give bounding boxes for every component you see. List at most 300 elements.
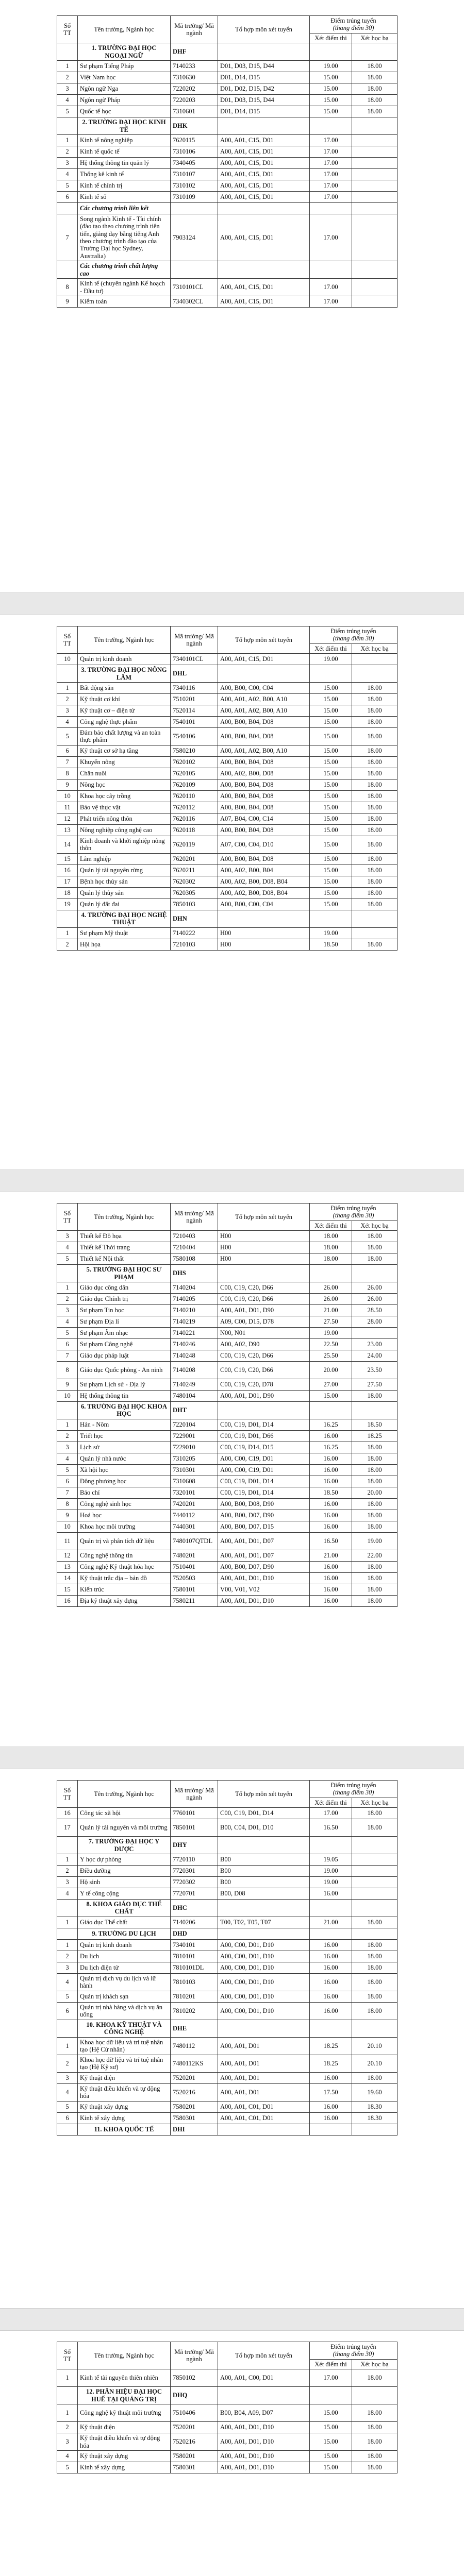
row-code: 7620302 bbox=[171, 876, 218, 887]
row-name: Việt Nam học bbox=[78, 72, 171, 83]
row-code: 7320101 bbox=[171, 1487, 218, 1498]
row-stt: 5 bbox=[57, 2101, 78, 2112]
row-thpt-score: 18.50 bbox=[310, 1487, 352, 1498]
row-code: 7620110 bbox=[171, 790, 218, 802]
row-hocba-score: 18.00 bbox=[352, 2369, 397, 2387]
row-combo: A00, A01, C15, D01 bbox=[218, 134, 310, 146]
row-hocba-score: 18.00 bbox=[352, 1498, 397, 1510]
row-thpt-score: 15.00 bbox=[310, 876, 352, 887]
row-thpt-score: 27.00 bbox=[310, 1379, 352, 1390]
row-hocba-score: 18.00 bbox=[352, 802, 397, 813]
row-combo: A00, B00, D08, D90 bbox=[218, 1498, 310, 1510]
row-combo: A00, A02, B00, D08, B04 bbox=[218, 876, 310, 887]
row-hocba-score: 23.00 bbox=[352, 1338, 397, 1350]
section-row bbox=[57, 261, 397, 279]
row-code: 7310608 bbox=[171, 1476, 218, 1487]
row-stt bbox=[57, 1837, 78, 1854]
row-combo: A00, A01, D01 bbox=[218, 2072, 310, 2083]
row-name: 9. TRƯỜNG DU LỊCH bbox=[78, 1928, 171, 1939]
row-code: 7850102 bbox=[171, 2369, 218, 2387]
row-combo: B00, B04, A09, D07 bbox=[218, 2404, 310, 2422]
row-code: 7140210 bbox=[171, 1304, 218, 1316]
row-code bbox=[171, 202, 218, 214]
row-code: DHC bbox=[171, 1899, 218, 1917]
row-hocba-score: 18.00 bbox=[352, 865, 397, 876]
row-hocba-score bbox=[352, 1928, 397, 1939]
row-hocba-score bbox=[352, 665, 397, 683]
page-sheet-3 bbox=[57, 1203, 397, 1607]
row-name: 5. TRƯỜNG ĐẠI HỌC SƯ PHẠM bbox=[78, 1265, 171, 1282]
row-thpt-score: 16.00 bbox=[310, 2112, 352, 2124]
row-name: Đảm bảo chất lượng và an toàn thực phẩm bbox=[78, 727, 171, 745]
row-name: Công tác xã hội bbox=[78, 1808, 171, 1819]
row-combo: A00, A01, C00, D01 bbox=[218, 2369, 310, 2387]
header-code: Mã trường/ Mã ngành bbox=[171, 16, 218, 43]
row-hocba-score bbox=[352, 296, 397, 308]
row-combo: A00, A01, C15, D01 bbox=[218, 214, 310, 261]
row-thpt-score bbox=[310, 1837, 352, 1854]
page-sheet-1 bbox=[57, 15, 397, 308]
row-thpt-score: 20.00 bbox=[310, 1361, 352, 1379]
row-hocba-score: 18.00 bbox=[352, 790, 397, 802]
header-score-title: Điểm trúng tuyển bbox=[330, 2343, 376, 2350]
row-combo: A00, A01, A02, B00, A10 bbox=[218, 745, 310, 756]
school-row bbox=[57, 1401, 397, 1419]
row-hocba-score: 26.00 bbox=[352, 1293, 397, 1304]
row-code: 7620211 bbox=[171, 865, 218, 876]
row-combo bbox=[218, 1265, 310, 1282]
row-code: 7210403 bbox=[171, 1231, 218, 1242]
row-stt: 2 bbox=[57, 1293, 78, 1304]
header-name: Tên trường, Ngành học bbox=[78, 2342, 171, 2369]
row-combo bbox=[218, 665, 310, 683]
row-thpt-score: 17.00 bbox=[310, 214, 352, 261]
row-name: Kinh tế chính trị bbox=[78, 180, 171, 191]
row-stt bbox=[57, 1401, 78, 1419]
row-name: Hộ sinh bbox=[78, 1876, 171, 1888]
row-combo: A00, B00, B04, D08 bbox=[218, 779, 310, 790]
table-row bbox=[57, 106, 397, 117]
row-thpt-score: 15.00 bbox=[310, 899, 352, 910]
row-stt: 5 bbox=[57, 1327, 78, 1338]
row-code: 7480112KS bbox=[171, 2055, 218, 2072]
row-stt: 6 bbox=[57, 745, 78, 756]
row-thpt-score: 21.00 bbox=[310, 1917, 352, 1928]
row-hocba-score bbox=[352, 134, 397, 146]
header-score-scale: (thang điểm 30) bbox=[333, 2350, 374, 2358]
row-stt: 15 bbox=[57, 853, 78, 865]
row-stt: 14 bbox=[57, 836, 78, 853]
row-hocba-score: 18.00 bbox=[352, 1973, 397, 1991]
row-name: Thiết kế Thời trang bbox=[78, 1242, 171, 1253]
row-name: Kinh tế xây dựng bbox=[78, 2462, 171, 2473]
table-row bbox=[57, 2369, 397, 2387]
row-hocba-score: 18.00 bbox=[352, 1253, 397, 1265]
table-row bbox=[57, 1888, 397, 1899]
row-code: 7140249 bbox=[171, 1379, 218, 1390]
row-combo: A00, A01, D01 bbox=[218, 2037, 310, 2055]
row-code: 7140222 bbox=[171, 927, 218, 939]
row-thpt-score: 17.00 bbox=[310, 146, 352, 157]
table-row bbox=[57, 705, 397, 716]
row-hocba-score: 18.00 bbox=[352, 887, 397, 899]
school-row bbox=[57, 1899, 397, 1917]
table-row bbox=[57, 1550, 397, 1561]
row-name: 10. KHOA KỸ THUẬT VÀ CÔNG NGHỆ bbox=[78, 2020, 171, 2037]
row-stt: 8 bbox=[57, 768, 78, 779]
row-combo bbox=[218, 1928, 310, 1939]
row-hocba-score bbox=[352, 910, 397, 927]
header-hocba: Xét học bạ bbox=[352, 643, 397, 653]
table-row bbox=[57, 2433, 397, 2451]
row-name: 11. KHOA QUỐC TẾ bbox=[78, 2124, 171, 2135]
row-hocba-score: 18.00 bbox=[352, 1939, 397, 1951]
row-thpt-score: 16.00 bbox=[310, 1939, 352, 1951]
row-name: Bảo vệ thực vật bbox=[78, 802, 171, 813]
table-row bbox=[57, 1442, 397, 1453]
row-combo: A00, B00, D07, D15 bbox=[218, 1521, 310, 1532]
row-name: Thiết kế Đồ họa bbox=[78, 1231, 171, 1242]
row-combo: A00, A01, D01, D07 bbox=[218, 1532, 310, 1550]
row-hocba-score: 18.00 bbox=[352, 72, 397, 83]
table-row bbox=[57, 1532, 397, 1550]
row-hocba-score bbox=[352, 1899, 397, 1917]
row-name: Địa kỹ thuật xây dựng bbox=[78, 1595, 171, 1606]
row-thpt-score: 16.00 bbox=[310, 1584, 352, 1595]
school-row bbox=[57, 665, 397, 683]
row-thpt-score: 16.00 bbox=[310, 1962, 352, 1973]
table-row bbox=[57, 279, 397, 296]
row-code: 7440301 bbox=[171, 1521, 218, 1532]
row-code: 7810101DL bbox=[171, 1962, 218, 1973]
row-stt: 3 bbox=[57, 157, 78, 168]
row-name: Giáo dục pháp luật bbox=[78, 1350, 171, 1361]
row-combo bbox=[218, 2020, 310, 2037]
row-hocba-score: 18.00 bbox=[352, 768, 397, 779]
row-thpt-score: 15.00 bbox=[310, 887, 352, 899]
row-stt: 9 bbox=[57, 296, 78, 308]
table-row bbox=[57, 2083, 397, 2101]
row-hocba-score: 18.00 bbox=[352, 779, 397, 790]
row-combo: A00, A01, C15, D01 bbox=[218, 146, 310, 157]
row-thpt-score: 21.00 bbox=[310, 1304, 352, 1316]
row-thpt-score: 15.00 bbox=[310, 2404, 352, 2422]
page-sheet-5 bbox=[57, 2342, 397, 2473]
row-code: 7220104 bbox=[171, 1419, 218, 1430]
table-row bbox=[57, 2451, 397, 2462]
table-row bbox=[57, 168, 397, 180]
row-thpt-score: 16.00 bbox=[310, 1498, 352, 1510]
table-row bbox=[57, 927, 397, 939]
row-stt: 3 bbox=[57, 1231, 78, 1242]
row-code: 7310630 bbox=[171, 72, 218, 83]
row-code: 7310101CL bbox=[171, 279, 218, 296]
row-hocba-score: 18.00 bbox=[352, 61, 397, 72]
row-stt: 2 bbox=[57, 1951, 78, 1962]
row-combo: C00, C19, C20, D66 bbox=[218, 1293, 310, 1304]
row-thpt-score: 16.00 bbox=[310, 1521, 352, 1532]
header-row bbox=[57, 1204, 397, 1221]
row-combo: C00, C19, D14, D15 bbox=[218, 1442, 310, 1453]
table-row bbox=[57, 768, 397, 779]
table-row bbox=[57, 1464, 397, 1476]
row-hocba-score: 18.00 bbox=[352, 1808, 397, 1819]
table-row bbox=[57, 1991, 397, 2002]
row-thpt-score: 17.00 bbox=[310, 191, 352, 202]
row-stt: 4 bbox=[57, 2451, 78, 2462]
table-row bbox=[57, 1819, 397, 1837]
row-stt: 5 bbox=[57, 1464, 78, 1476]
row-hocba-score: 20.00 bbox=[352, 1487, 397, 1498]
row-combo: C00, C19, C20, D78 bbox=[218, 1379, 310, 1390]
row-hocba-score bbox=[352, 2124, 397, 2135]
table-row bbox=[57, 654, 397, 665]
row-code: DHT bbox=[171, 1401, 218, 1419]
row-thpt-score: 16.25 bbox=[310, 1442, 352, 1453]
row-combo bbox=[218, 261, 310, 279]
table-row bbox=[57, 214, 397, 261]
table-row bbox=[57, 1242, 397, 1253]
header-score-title: Điểm trúng tuyển bbox=[330, 1782, 376, 1789]
row-combo: A00, A01, C15, D01 bbox=[218, 296, 310, 308]
row-stt: 1 bbox=[57, 1419, 78, 1430]
table-row bbox=[57, 1361, 397, 1379]
row-name: Sư phạm Mỹ thuật bbox=[78, 927, 171, 939]
row-code: DHY bbox=[171, 1837, 218, 1854]
row-name: Kỹ thuật xây dựng bbox=[78, 2451, 171, 2462]
row-stt: 3 bbox=[57, 83, 78, 95]
row-thpt-score: 19.00 bbox=[310, 1876, 352, 1888]
row-thpt-score: 21.00 bbox=[310, 1550, 352, 1561]
row-name: 3. TRƯỜNG ĐẠI HỌC NÔNG LÂM bbox=[78, 665, 171, 683]
row-code: 7520114 bbox=[171, 705, 218, 716]
row-thpt-score: 16.00 bbox=[310, 2101, 352, 2112]
row-name: Y tế công cộng bbox=[78, 1888, 171, 1899]
row-code: 7140219 bbox=[171, 1316, 218, 1327]
row-stt: 4 bbox=[57, 1973, 78, 1991]
table-row bbox=[57, 1572, 397, 1584]
row-combo: A00, B00, B04, D08 bbox=[218, 824, 310, 836]
row-combo bbox=[218, 2124, 310, 2135]
row-name: Giáo dục Thể chất bbox=[78, 1917, 171, 1928]
row-name: Bất động sản bbox=[78, 682, 171, 693]
table-row bbox=[57, 2112, 397, 2124]
row-stt: 11 bbox=[57, 802, 78, 813]
row-thpt-score bbox=[310, 665, 352, 683]
row-name: Sư phạm Tiếng Pháp bbox=[78, 61, 171, 72]
row-combo: A00, A01, D01, D10 bbox=[218, 2451, 310, 2462]
school-row bbox=[57, 1265, 397, 1282]
row-combo: C00, C19, D01, D66 bbox=[218, 1430, 310, 1442]
row-stt: 1 bbox=[57, 2369, 78, 2387]
row-thpt-score: 15.00 bbox=[310, 790, 352, 802]
row-thpt-score: 25.50 bbox=[310, 1350, 352, 1361]
row-thpt-score: 15.00 bbox=[310, 2462, 352, 2473]
row-thpt-score: 15.00 bbox=[310, 727, 352, 745]
row-stt: 4 bbox=[57, 1453, 78, 1464]
row-stt: 7 bbox=[57, 1487, 78, 1498]
row-code: 7580108 bbox=[171, 1253, 218, 1265]
row-hocba-score: 18.30 bbox=[352, 2112, 397, 2124]
table-row bbox=[57, 779, 397, 790]
table-row bbox=[57, 836, 397, 853]
row-hocba-score: 18.00 bbox=[352, 1819, 397, 1837]
row-name: Kinh tế (chuyên ngành Kế hoạch - Đầu tư) bbox=[78, 279, 171, 296]
row-hocba-score: 18.00 bbox=[352, 1242, 397, 1253]
row-thpt-score: 16.00 bbox=[310, 1430, 352, 1442]
row-hocba-score: 18.00 bbox=[352, 1561, 397, 1572]
row-thpt-score: 15.00 bbox=[310, 768, 352, 779]
row-name: Khoa học môi trường bbox=[78, 1521, 171, 1532]
row-code: 7220203 bbox=[171, 95, 218, 106]
row-name: Kinh tế quốc tế bbox=[78, 146, 171, 157]
row-hocba-score: 18.00 bbox=[352, 745, 397, 756]
school-row bbox=[57, 910, 397, 927]
row-name: Kinh doanh và khởi nghiệp nông thôn bbox=[78, 836, 171, 853]
row-stt: 1 bbox=[57, 1939, 78, 1951]
row-thpt-score: 16.00 bbox=[310, 2072, 352, 2083]
row-hocba-score: 18.00 bbox=[352, 693, 397, 705]
row-combo: B00 bbox=[218, 1876, 310, 1888]
row-stt: 3 bbox=[57, 1962, 78, 1973]
row-thpt-score: 15.00 bbox=[310, 106, 352, 117]
row-hocba-score: 18.00 bbox=[352, 2002, 397, 2020]
row-name: Ngôn ngữ Pháp bbox=[78, 95, 171, 106]
row-stt: 5 bbox=[57, 727, 78, 745]
row-name: Khoa học dữ liệu và trí tuệ nhân tạo (Hệ Kỹ sư) bbox=[78, 2055, 171, 2072]
row-combo: C00, C19, C20, D66 bbox=[218, 1282, 310, 1293]
table-row bbox=[57, 939, 397, 950]
row-code: 7420201 bbox=[171, 1498, 218, 1510]
header-hocba: Xét học bạ bbox=[352, 1798, 397, 1807]
row-thpt-score: 16.00 bbox=[310, 1464, 352, 1476]
row-code: DHK bbox=[171, 117, 218, 135]
row-name: Du lịch bbox=[78, 1951, 171, 1962]
row-stt: 19 bbox=[57, 899, 78, 910]
row-thpt-score: 19.00 bbox=[310, 1327, 352, 1338]
row-stt: 5 bbox=[57, 180, 78, 191]
header-thpt: Xét điểm thi bbox=[310, 643, 352, 653]
row-code: 7580210 bbox=[171, 745, 218, 756]
row-stt: 13 bbox=[57, 824, 78, 836]
row-thpt-score: 15.00 bbox=[310, 779, 352, 790]
row-stt: 6 bbox=[57, 1476, 78, 1487]
header-thpt: Xét điểm thi bbox=[310, 2359, 352, 2369]
row-name: Kỹ thuật cơ khí bbox=[78, 693, 171, 705]
table-row bbox=[57, 2055, 397, 2072]
row-hocba-score bbox=[352, 1854, 397, 1865]
row-thpt-score: 17.00 bbox=[310, 296, 352, 308]
row-code: 7580201 bbox=[171, 2101, 218, 2112]
row-combo: A00, C00, D01, D10 bbox=[218, 1973, 310, 1991]
header-combo: Tổ hợp môn xét tuyển bbox=[218, 2342, 310, 2369]
row-thpt-score: 16.25 bbox=[310, 1419, 352, 1430]
row-name: Kỹ thuật cơ – điện tử bbox=[78, 705, 171, 716]
header-code: Mã trường/ Mã ngành bbox=[171, 2342, 218, 2369]
header-score-scale: (thang điểm 30) bbox=[333, 1212, 374, 1219]
row-code: 7340405 bbox=[171, 157, 218, 168]
row-name: Kỹ thuật điện bbox=[78, 2072, 171, 2083]
row-hocba-score: 26.00 bbox=[352, 1282, 397, 1293]
row-name: 6. TRƯỜNG ĐẠI HỌC KHOA HỌC bbox=[78, 1401, 171, 1419]
table-row bbox=[57, 1350, 397, 1361]
row-hocba-score: 18.00 bbox=[352, 716, 397, 727]
row-name: Kỹ thuật điều khiển và tự động hóa bbox=[78, 2433, 171, 2451]
row-thpt-score: 15.00 bbox=[310, 853, 352, 865]
header-score-title: Điểm trúng tuyển bbox=[330, 1205, 376, 1212]
row-hocba-score: 18.00 bbox=[352, 1991, 397, 2002]
row-code: DHL bbox=[171, 665, 218, 683]
row-combo: A07, B04, C00, C14 bbox=[218, 813, 310, 824]
row-combo: A00, B00, B04, D08 bbox=[218, 756, 310, 768]
row-stt: 4 bbox=[57, 168, 78, 180]
row-code: 7140221 bbox=[171, 1327, 218, 1338]
row-code: 7520201 bbox=[171, 2422, 218, 2433]
page-sheet-4 bbox=[57, 1780, 397, 2136]
row-combo: A00, B00, C00, C04 bbox=[218, 899, 310, 910]
header-score bbox=[310, 16, 397, 33]
row-code: 7520216 bbox=[171, 2083, 218, 2101]
table-row bbox=[57, 887, 397, 899]
row-name: Lịch sử bbox=[78, 1442, 171, 1453]
row-thpt-score: 16.00 bbox=[310, 2002, 352, 2020]
row-name: 7. TRƯỜNG ĐẠI HỌC Y DƯỢC bbox=[78, 1837, 171, 1854]
row-stt: 13 bbox=[57, 1561, 78, 1572]
row-code: 7310107 bbox=[171, 168, 218, 180]
row-stt: 1 bbox=[57, 2037, 78, 2055]
header-row bbox=[57, 1781, 397, 1798]
row-hocba-score: 18.00 bbox=[352, 1521, 397, 1532]
row-hocba-score: 19.60 bbox=[352, 2083, 397, 2101]
row-code: 7903124 bbox=[171, 214, 218, 261]
row-thpt-score: 15.00 bbox=[310, 83, 352, 95]
row-combo: A00, A01, D01, D10 bbox=[218, 1572, 310, 1584]
row-code: 7580301 bbox=[171, 2462, 218, 2473]
row-thpt-score: 18.00 bbox=[310, 1253, 352, 1265]
table-row bbox=[57, 1282, 397, 1293]
row-thpt-score: 18.25 bbox=[310, 2037, 352, 2055]
row-thpt-score: 15.00 bbox=[310, 2451, 352, 2462]
row-stt: 2 bbox=[57, 693, 78, 705]
row-name: Hán - Nôm bbox=[78, 1419, 171, 1430]
row-combo: A00, A01, C15, D01 bbox=[218, 279, 310, 296]
school-row bbox=[57, 1928, 397, 1939]
row-code: 7520201 bbox=[171, 2072, 218, 2083]
row-combo: A00, C00, D01, D10 bbox=[218, 1991, 310, 2002]
row-stt bbox=[57, 1928, 78, 1939]
row-code: 7810201 bbox=[171, 1991, 218, 2002]
row-code: DHS bbox=[171, 1265, 218, 1282]
row-name: 2. TRƯỜNG ĐẠI HỌC KINH TẾ bbox=[78, 117, 171, 135]
table-body bbox=[57, 1808, 397, 2136]
row-stt: 6 bbox=[57, 2112, 78, 2124]
row-name: Công nghệ kỹ thuật môi trường bbox=[78, 2404, 171, 2422]
table-row bbox=[57, 1561, 397, 1572]
row-hocba-score bbox=[352, 43, 397, 61]
row-hocba-score: 18.00 bbox=[352, 705, 397, 716]
row-combo: A00, C00, C19, D01 bbox=[218, 1453, 310, 1464]
header-code: Mã trường/ Mã ngành bbox=[171, 1204, 218, 1231]
row-combo: A00, A01, C15, D01 bbox=[218, 654, 310, 665]
row-code: 7340101CL bbox=[171, 654, 218, 665]
row-stt: 6 bbox=[57, 1338, 78, 1350]
row-stt: 10 bbox=[57, 1521, 78, 1532]
row-thpt-score bbox=[310, 2020, 352, 2037]
row-thpt-score: 17.00 bbox=[310, 2369, 352, 2387]
row-code: 7810202 bbox=[171, 2002, 218, 2020]
row-thpt-score: 15.00 bbox=[310, 802, 352, 813]
row-name: Khoa học dữ liệu và trí tuệ nhân tạo (Hệ Cử nhân) bbox=[78, 2037, 171, 2055]
